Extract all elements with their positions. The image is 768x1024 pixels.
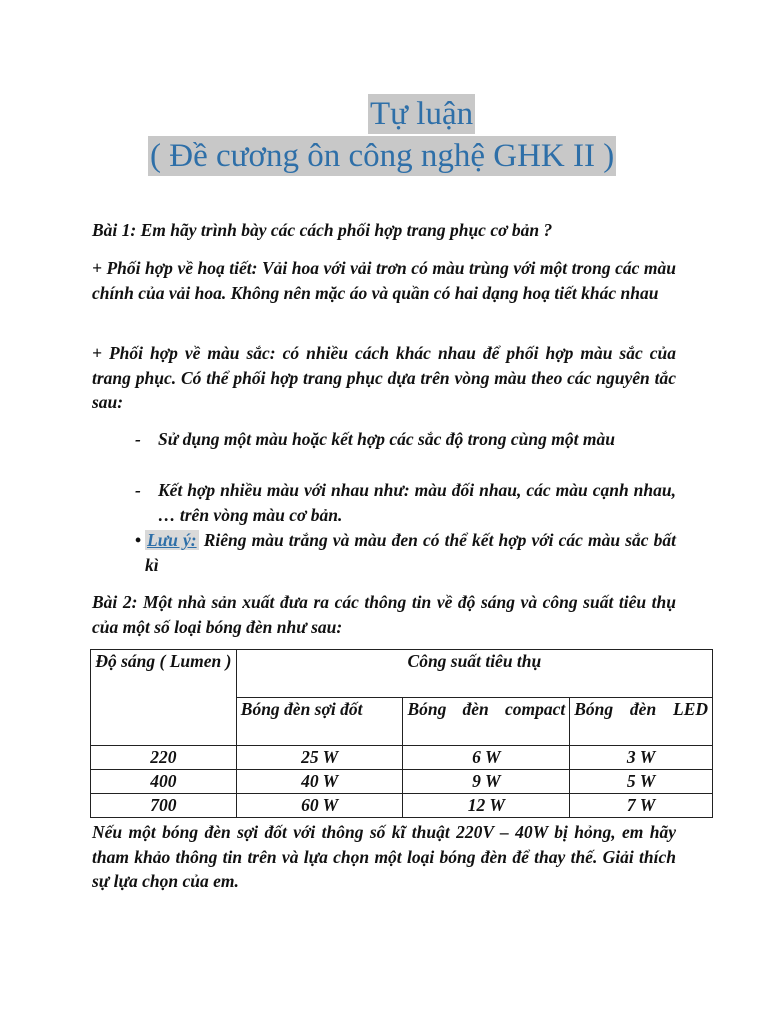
table-row — [91, 794, 713, 818]
note-label: Lưu ý: — [147, 530, 197, 550]
page-subtitle: ( Đề cương ôn công nghệ GHK II ) — [150, 138, 615, 174]
table-cell: 25 W — [236, 746, 403, 770]
bullet-icon: • — [135, 530, 142, 550]
table-cell: 400 — [91, 770, 237, 794]
table-cell: 40 W — [236, 770, 403, 794]
bai2-followup: Nếu một bóng đèn sợi đốt với thông số kĩ thuật 220V – 40W bị hỏng, em hãy tham khảo thông tin trên và lựa chọn một loại bóng đèn để thay thế. Giải thích sự lựa chọn của em. — [92, 822, 676, 891]
bai1-hoa-tiet: + Phối hợp về hoạ tiết: Vải hoa với vải trơn có màu trùng với một trong các màu chính của vải hoa. Không nên mặc áo và quần có hai dạng hoạ tiết khác nhau — [92, 258, 676, 303]
table-cell: 5 W — [570, 770, 713, 794]
list-item-text: Sử dụng một màu hoặc kết hợp các sắc độ trong cùng một màu — [158, 429, 615, 449]
sub-header-led: Bóng đèn LED — [570, 698, 713, 746]
list-item — [135, 427, 676, 452]
dash-marker: - — [135, 429, 141, 449]
table-cell: 12 W — [403, 794, 570, 818]
note-text: Riêng màu trắng và màu đen có thể kết hợp với các màu sắc bất kì — [145, 530, 676, 575]
bai1-mau-sac: + Phối hợp về màu sắc: có nhiều cách khác nhau để phối hợp màu sắc của trang phục. Có thể phối hợp trang phục dựa trên vòng màu theo các nguyên tắc sau: — [92, 343, 676, 412]
table-row — [91, 746, 713, 770]
list-item — [135, 478, 676, 528]
sub-header-incandescent: Bóng đèn sợi đốt — [236, 698, 403, 746]
list-item-text: Kết hợp nhiều màu với nhau như: màu đối nhau, các màu cạnh nhau, … trên vòng màu cơ bản. — [158, 480, 676, 525]
table-cell: 220 — [91, 746, 237, 770]
bulb-table — [90, 649, 713, 818]
note-body — [145, 528, 676, 578]
bai2-question: Bài 2: Một nhà sản xuất đưa ra các thông tin về độ sáng và công suất tiêu thụ của một số loại bóng đèn như sau: — [92, 592, 676, 637]
table-cell: 6 W — [403, 746, 570, 770]
sub-header-compact: Bóng đèn compact — [403, 698, 570, 746]
bai1-question: Bài 1: Em hãy trình bày các cách phối hợp trang phục cơ bản ? — [92, 220, 553, 240]
col-header-brightness: Độ sáng ( Lumen ) — [91, 650, 237, 746]
col-header-power: Công suất tiêu thụ — [236, 650, 712, 698]
table-cell: 9 W — [403, 770, 570, 794]
note — [135, 528, 676, 578]
page-title: Tự luận — [370, 96, 474, 132]
table-cell: 7 W — [570, 794, 713, 818]
table-cell: 3 W — [570, 746, 713, 770]
table-cell: 700 — [91, 794, 237, 818]
dash-marker: - — [135, 480, 141, 500]
table-row — [91, 770, 713, 794]
table-cell: 60 W — [236, 794, 403, 818]
